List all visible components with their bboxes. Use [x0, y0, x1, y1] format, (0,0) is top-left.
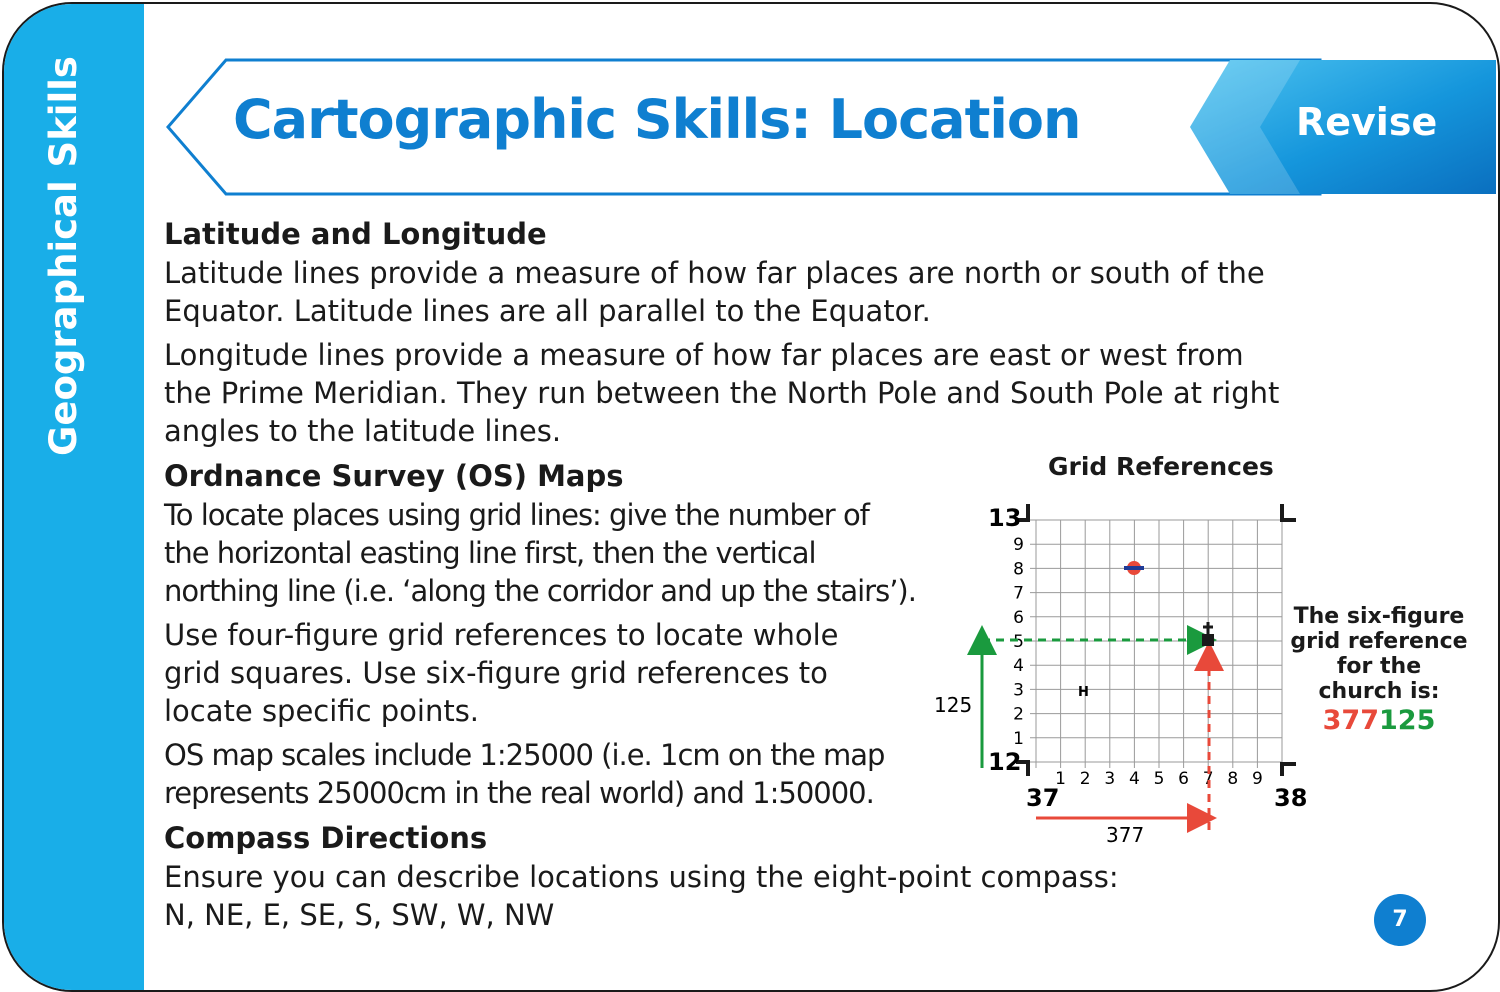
grid-reference-diagram: [920, 490, 1320, 850]
y-tick-labels: [1013, 535, 1024, 749]
x-tick-label: 3: [1104, 769, 1116, 789]
y-tick-label: 8: [1013, 559, 1024, 580]
page-number: 7: [1374, 894, 1426, 946]
y-tick-label: 7: [1013, 583, 1024, 604]
os-scales-paragraph: OS map scales include 1:25000 (i.e. 1cm on the map represents 25000cm in the real world) and 1:50000.: [164, 738, 885, 810]
side-label: Geographical Skills: [42, 56, 85, 456]
corner-label-12: 12: [988, 748, 1022, 776]
answer-easting: 377: [1322, 705, 1379, 736]
heading-compass-directions: Compass Directions: [164, 821, 488, 855]
heading-latitude-longitude: Latitude and Longitude: [164, 217, 547, 251]
church-icon: [1202, 622, 1214, 646]
y-tick-label: 2: [1013, 704, 1024, 725]
y-tick-label: 1: [1013, 728, 1024, 749]
underground-station-icon: [1124, 561, 1144, 575]
x-tick-label: 1: [1055, 769, 1067, 789]
os-maps-section: [164, 456, 964, 812]
easting-value-label: 377: [1106, 823, 1145, 847]
x-tick-label: 2: [1079, 769, 1091, 789]
os-grid-lines-paragraph: To locate places using grid lines: give the number of the horizontal easting line first, then the vertical northing line (i.e. ‘along the corridor and up the stairs’).: [164, 498, 916, 608]
heading-os-maps: Ordnance Survey (OS) Maps: [164, 459, 624, 493]
grid-lines: [1030, 520, 1282, 768]
revise-label: Revise: [1296, 100, 1438, 144]
answer-line-1: The six-figure: [1293, 604, 1465, 629]
x-tick-label: 6: [1178, 769, 1190, 789]
corner-label-38: 38: [1274, 784, 1308, 812]
y-tick-label: 5: [1013, 632, 1024, 652]
longitude-paragraph: Longitude lines provide a measure of how far places are east or west from the Prime Meridian. They run between the North Pole and South Pole at right angles to the latitude lines.: [164, 338, 1280, 448]
os-grid-references-paragraph: Use four-figure grid references to locate whole grid squares. Use six-figure grid references to locate specific points.: [164, 618, 839, 728]
hospital-symbol: H: [1078, 685, 1089, 700]
y-tick-label: 6: [1013, 607, 1024, 628]
answer-line-3: for the: [1336, 654, 1422, 679]
y-tick-label: 4: [1013, 656, 1024, 677]
x-tick-label: 9: [1251, 769, 1263, 789]
x-tick-label: 8: [1227, 769, 1239, 789]
answer-line-4: church is:: [1318, 679, 1440, 704]
answer-northing: 125: [1379, 705, 1436, 736]
corner-label-37: 37: [1026, 784, 1060, 812]
y-tick-label: 9: [1013, 535, 1024, 556]
y-tick-label: 3: [1013, 680, 1024, 701]
x-tick-label: 5: [1153, 769, 1165, 789]
latitude-paragraph: Latitude lines provide a measure of how far places are north or south of the Equator. Latitude lines are all parallel to the Equator.: [164, 256, 1265, 328]
compass-paragraph: Ensure you can describe locations using the eight-point compass: N, NE, E, SE, S, SW, W, NW: [164, 860, 1119, 932]
answer-grid-reference: [1284, 704, 1474, 738]
x-tick-label: 7: [1202, 769, 1214, 789]
x-tick-labels: [1055, 769, 1263, 789]
answer-box: [1284, 604, 1474, 738]
grid-references-title: Grid References: [1048, 452, 1274, 481]
corner-label-13: 13: [988, 504, 1022, 532]
page-title: Cartographic Skills: Location: [233, 88, 1081, 151]
x-tick-label: 4: [1128, 769, 1140, 789]
northing-value-label: 125: [934, 693, 973, 717]
answer-line-2: grid reference: [1290, 629, 1468, 654]
